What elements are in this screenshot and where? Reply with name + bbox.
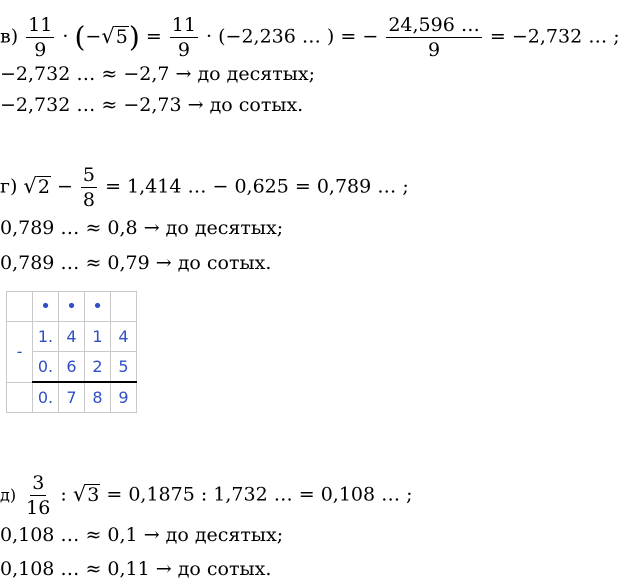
table-cell: 5 (111, 352, 137, 383)
divide-colon: : (60, 483, 67, 506)
part-g-label: г) (0, 175, 18, 198)
part-g-round-hundredths: 0,789 … ≈ 0,79 → до сотых. (0, 252, 272, 274)
borrow-dot: • (59, 292, 85, 322)
table-cell: 0. (33, 382, 59, 413)
part-d-equation (0, 472, 413, 519)
part-g-result: = 1,414 … − 0,625 = 0,789 … ; (105, 175, 409, 198)
borrow-dot: • (85, 292, 111, 322)
numerator: 11 (171, 14, 196, 36)
multiply-dot: · (206, 25, 213, 48)
fraction-11-9 (26, 14, 54, 61)
table-cell: 0. (33, 352, 59, 383)
grid-cell (7, 382, 33, 413)
fraction-11-9-b (170, 14, 198, 61)
table-cell: 4 (59, 322, 85, 352)
denominator: 16 (26, 497, 51, 519)
sqrt-2: √ 2 (23, 173, 50, 198)
denominator: 9 (34, 39, 47, 61)
column-subtraction-table (6, 291, 137, 413)
numerator: 24,596 … (388, 14, 480, 36)
part-v-round-hundredths: −2,732 … ≈ −2,73 → до сотых. (0, 94, 304, 116)
part-v-round-tenths: −2,732 … ≈ −2,7 → до десятых; (0, 63, 315, 85)
denominator: 8 (82, 189, 96, 211)
minus-sign: − (85, 25, 102, 48)
numerator: 5 (82, 164, 96, 186)
table-cell: 1. (33, 322, 59, 352)
part-g-equation (0, 164, 409, 211)
sqrt-5: √ 5 (101, 23, 128, 48)
part-v-equation (0, 14, 620, 61)
part-d-round-tenths: 0,108 … ≈ 0,1 → до десятых; (0, 524, 284, 546)
grid-cell (7, 292, 33, 322)
fraction-24596-9 (386, 14, 482, 61)
table-cell: 8 (85, 382, 111, 413)
denominator: 9 (177, 39, 190, 61)
sqrt-3: √ 3 (72, 481, 100, 506)
table-cell: 9 (111, 382, 137, 413)
open-paren: ( (74, 20, 86, 54)
table-cell: 7 (59, 382, 85, 413)
subtraction-sign: - (7, 322, 33, 383)
table-cell: 4 (111, 322, 137, 352)
part-v-result: = −2,732 … ; (489, 25, 620, 48)
equals-minus: = − (340, 25, 379, 48)
decimal-expression: (−2,236 … ) (218, 25, 335, 48)
equals-sign: = (145, 25, 162, 48)
table-cell: 1 (85, 322, 111, 352)
table-cell: 6 (59, 352, 85, 383)
part-g-round-tenths: 0,789 … ≈ 0,8 → до десятых; (0, 217, 284, 239)
fraction-5-8 (81, 164, 97, 211)
fraction-3-16 (24, 472, 52, 519)
part-d-result: = 0,1875 : 1,732 … = 0,108 … ; (106, 483, 413, 506)
part-d-round-hundredths: 0,108 … ≈ 0,11 → до сотых. (0, 558, 272, 580)
multiply-dot: · (62, 25, 69, 48)
borrow-dot: • (33, 292, 59, 322)
part-d-label: д) (0, 485, 17, 505)
table-cell: 2 (85, 352, 111, 383)
part-v-label: в) (0, 25, 19, 48)
denominator: 9 (428, 39, 441, 61)
close-paren: ) (128, 20, 140, 54)
borrow-dot (111, 292, 137, 322)
minus-sign: − (56, 175, 73, 198)
numerator: 3 (32, 472, 45, 494)
numerator: 11 (28, 14, 53, 36)
